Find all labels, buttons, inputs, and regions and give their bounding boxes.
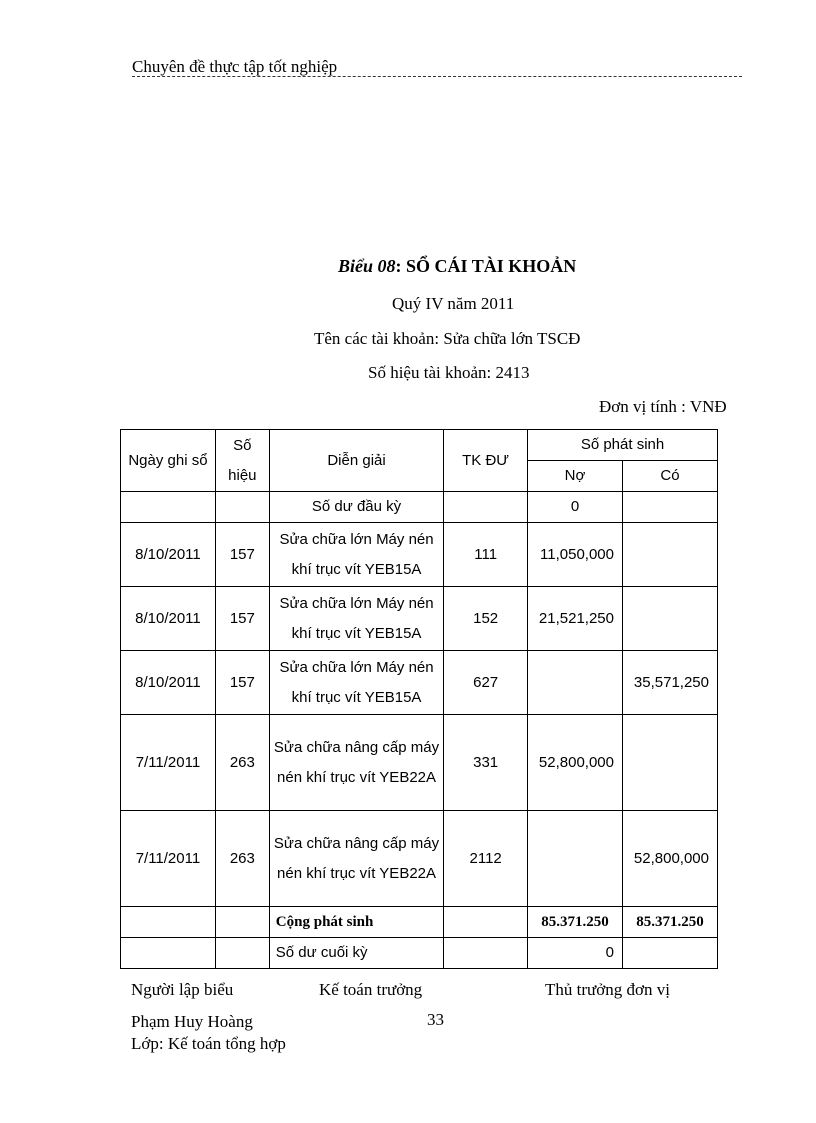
cell-empty [121, 492, 216, 523]
signature-accountant: Kế toán trưởng [319, 980, 423, 999]
signature-preparer: Người lập biểu [131, 980, 234, 999]
header-number: Số hiệu [215, 430, 269, 492]
row-number: 157 [215, 651, 269, 715]
cell-empty [121, 938, 216, 969]
cell-empty [215, 938, 269, 969]
account-name: Tên các tài khoản: Sửa chữa lớn TSCĐ [314, 329, 581, 348]
cell-empty [622, 938, 717, 969]
closing-row [121, 938, 718, 969]
cell-empty [444, 492, 528, 523]
header-arising: Số phát sinh [528, 430, 718, 461]
row-debit [528, 651, 623, 715]
page-header [132, 52, 742, 77]
table-row [121, 523, 718, 587]
row-account: 627 [444, 651, 528, 715]
cell-empty [622, 492, 717, 523]
cell-empty [444, 938, 528, 969]
closing-debit: 0 [528, 938, 623, 969]
header-description: Diễn giải [269, 430, 443, 492]
title-main: : SỔ CÁI TÀI KHOẢN [395, 256, 577, 276]
row-credit [622, 715, 717, 811]
header-counter-account: TK ĐƯ [444, 430, 528, 492]
row-credit: 52,800,000 [622, 811, 717, 907]
cell-empty [215, 907, 269, 938]
row-number: 263 [215, 715, 269, 811]
account-number: Số hiệu tài khoản: 2413 [368, 363, 530, 382]
row-account: 2112 [444, 811, 528, 907]
ledger-table [120, 429, 718, 969]
footer-author: Phạm Huy Hoàng [131, 1012, 253, 1031]
closing-label: Số dư cuối kỳ [269, 938, 443, 969]
opening-debit: 0 [528, 492, 623, 523]
header-row [121, 430, 718, 461]
table-row [121, 811, 718, 907]
row-description: Sửa chữa nâng cấp máy nén khí trục vít YEB22A [269, 715, 443, 811]
row-date: 7/11/2011 [121, 715, 216, 811]
currency-unit: Đơn vị tính : VNĐ [599, 397, 727, 416]
header-debit: Nợ [528, 461, 623, 492]
row-date: 8/10/2011 [121, 651, 216, 715]
signature-head: Thủ trưởng đơn vị [545, 980, 670, 999]
cell-empty [444, 907, 528, 938]
row-account: 152 [444, 587, 528, 651]
quarter-label: Quý IV năm 2011 [392, 294, 515, 313]
opening-row [121, 492, 718, 523]
total-credit: 85.371.250 [622, 907, 717, 938]
row-description: Sửa chữa lớn Máy nén khí trục vít YEB15A [269, 651, 443, 715]
opening-label: Số dư đầu kỳ [269, 492, 443, 523]
row-date: 7/11/2011 [121, 811, 216, 907]
header-text: Chuyên đề thực tập tốt nghiệp [132, 57, 338, 76]
table-row [121, 651, 718, 715]
footer-class: Lớp: Kế toán tổng hợp [131, 1034, 286, 1053]
title-prefix: Biểu 08 [338, 256, 396, 276]
table-row [121, 587, 718, 651]
cell-empty [121, 907, 216, 938]
row-account: 331 [444, 715, 528, 811]
document-title [338, 256, 576, 277]
row-date: 8/10/2011 [121, 587, 216, 651]
row-description: Sửa chữa nâng cấp máy nén khí trục vít YEB22A [269, 811, 443, 907]
row-description: Sửa chữa lớn Máy nén khí trục vít YEB15A [269, 587, 443, 651]
row-debit: 11,050,000 [528, 523, 623, 587]
row-debit: 52,800,000 [528, 715, 623, 811]
header-date: Ngày ghi sổ [121, 430, 216, 492]
row-debit: 21,521,250 [528, 587, 623, 651]
page-number: 33 [427, 1010, 444, 1029]
row-number: 263 [215, 811, 269, 907]
row-account: 111 [444, 523, 528, 587]
total-row [121, 907, 718, 938]
row-debit [528, 811, 623, 907]
row-number: 157 [215, 587, 269, 651]
total-debit: 85.371.250 [528, 907, 623, 938]
row-date: 8/10/2011 [121, 523, 216, 587]
header-credit: Có [622, 461, 717, 492]
total-label: Cộng phát sinh [269, 907, 443, 938]
row-number: 157 [215, 523, 269, 587]
table-row [121, 715, 718, 811]
row-description: Sửa chữa lớn Máy nén khí trục vít YEB15A [269, 523, 443, 587]
row-credit [622, 523, 717, 587]
cell-empty [215, 492, 269, 523]
row-credit [622, 587, 717, 651]
row-credit: 35,571,250 [622, 651, 717, 715]
